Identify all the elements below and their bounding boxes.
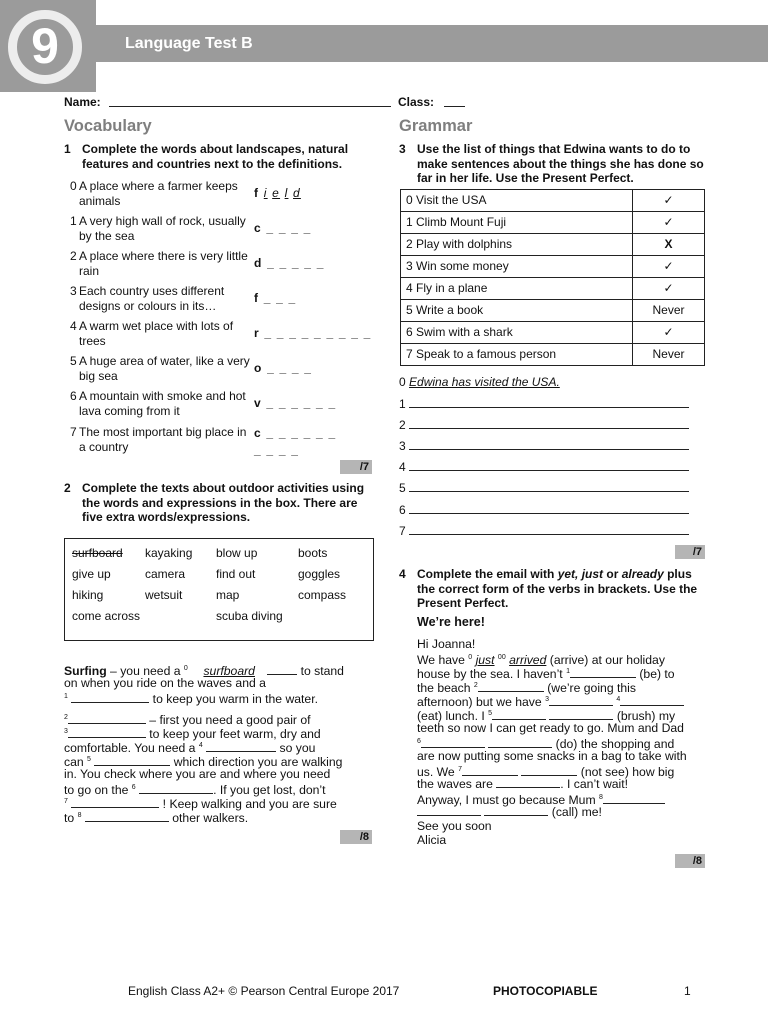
gap-2[interactable]: [68, 713, 146, 724]
email-line-5: (eat) lunch. I $^5$ (brush) my: [417, 709, 676, 724]
question-2-score: /8: [340, 830, 372, 844]
definition-5: 5 A huge area of water, like a very big sea: [70, 354, 250, 383]
status-mark: Never: [633, 300, 705, 322]
word-box-item-crossed: surfboard: [72, 546, 123, 560]
example-sentence: 0 Edwina has visited the USA.: [399, 375, 560, 389]
vocabulary-heading: Vocabulary: [64, 117, 152, 135]
answer-4-field[interactable]: r _ _ _ _ _ _ _ _ _: [254, 326, 372, 340]
definition-7: 7 The most important big place in a country: [70, 425, 247, 454]
table-row: [401, 300, 705, 322]
email-gap-8c[interactable]: [484, 805, 548, 816]
footer-photocopiable: PHOTOCOPIABLE: [493, 984, 598, 998]
hiking-line-6: to go on the $^6$ . If you get lost, don’t: [64, 783, 326, 798]
email-signature: Alicia: [417, 833, 447, 847]
email-greeting: Hi Joanna!: [417, 637, 476, 651]
email-line-8: are now putting some snacks in a bag to take with: [417, 749, 687, 763]
answer-2-field[interactable]: d _ _ _ _ _: [254, 256, 325, 270]
email-gap-4[interactable]: [620, 695, 684, 706]
table-row: [401, 190, 705, 212]
word-box-item: goggles: [298, 567, 341, 581]
table-row: [401, 234, 705, 256]
list-item: 5 Write a book: [401, 300, 633, 322]
word-box: [64, 538, 374, 641]
email-gap-7b[interactable]: [521, 765, 577, 776]
hiking-line-1: $^2$ – first you need a good pair of: [64, 713, 311, 728]
table-row: [401, 322, 705, 344]
answer-line-3: 3: [399, 439, 689, 453]
email-line-6: teeth so now I can get ready to go. Mum and Dad: [417, 721, 684, 735]
page-number: 1: [684, 984, 691, 998]
gap-3[interactable]: [68, 727, 146, 738]
email-gap-2[interactable]: [478, 681, 544, 692]
email-line-2: house by the sea. I haven’t $^1$ (be) to: [417, 667, 675, 682]
email-gap-6a[interactable]: [421, 737, 485, 748]
definition-1: 1 A very high wall of rock, usually by the sea: [70, 214, 246, 243]
email-gap-7c[interactable]: [496, 777, 560, 788]
answer-1-field[interactable]: c _ _ _ _: [254, 221, 312, 235]
email-gap-5b[interactable]: [549, 709, 613, 720]
sentence-field-2[interactable]: [409, 418, 689, 429]
answer-line-4: 4: [399, 460, 689, 474]
table-row: [401, 278, 705, 300]
list-item: 7 Speak to a famous person: [401, 344, 633, 366]
name-label: Name:: [64, 95, 101, 109]
answer-3-field[interactable]: f _ _ _: [254, 291, 297, 305]
answer-line-1: 1: [399, 397, 689, 411]
gap-6[interactable]: [139, 783, 213, 794]
gap-7[interactable]: [71, 797, 159, 808]
sentence-field-5[interactable]: [409, 481, 689, 492]
unit-number: 9: [31, 18, 59, 74]
hiking-line-3: comfortable. You need a $^4$ so you: [64, 741, 316, 756]
surfing-line-1: Surfing – you need a $^0$ surfboard to stand: [64, 664, 344, 679]
answer-5-field[interactable]: o _ _ _ _: [254, 361, 313, 375]
email-gap-8b[interactable]: [417, 805, 481, 816]
surfing-line-2: on when you ride on the waves and a: [64, 676, 266, 690]
hiking-line-4: can $^5$ which direction you are walking: [64, 755, 343, 770]
answer-line-6: 6: [399, 503, 689, 517]
email-gap-3[interactable]: [549, 695, 613, 706]
answer-line-7: 7: [399, 524, 689, 538]
email-line-11: Anyway, I must go because Mum $^8$: [417, 791, 665, 807]
status-mark: Never: [633, 344, 705, 366]
table-row: [401, 344, 705, 366]
word-box-item: boots: [298, 546, 328, 560]
word-box-item: scuba diving: [216, 609, 283, 623]
sentence-field-3[interactable]: [409, 439, 689, 450]
email-line-1: We have $^0$ just $^{00}$ arrived (arrive) at our holiday: [417, 653, 665, 668]
sentence-field-4[interactable]: [409, 460, 689, 471]
definition-0: 0 A place where a farmer keeps animals: [70, 179, 238, 208]
word-box-item: kayaking: [145, 546, 193, 560]
email-gap-8a[interactable]: [603, 793, 665, 804]
list-item: 2 Play with dolphins: [401, 234, 633, 256]
hiking-line-7: $^7$ ! Keep walking and you are sure: [64, 797, 337, 812]
word-box-item: hiking: [72, 588, 104, 602]
word-box-item: blow up: [216, 546, 258, 560]
hiking-line-5: in. You check where you are and where you need: [64, 767, 331, 781]
status-mark: ✓: [633, 190, 705, 212]
title-bar: [96, 25, 768, 62]
email-line-4: afternoon) but we have $^3$ $^4$: [417, 693, 684, 709]
answer-line-5: 5: [399, 481, 689, 495]
word-box-item: come across: [72, 609, 141, 623]
name-field[interactable]: [109, 106, 391, 107]
answer-7-field-continued[interactable]: _ _ _ _: [254, 443, 300, 457]
word-box-item: wetsuit: [145, 588, 183, 602]
status-mark: ✓: [633, 322, 705, 344]
gap-1[interactable]: [71, 692, 149, 703]
question-1-instruction: 1 Complete the words about landscapes, natural features and countries next to the definitions.: [64, 142, 349, 171]
footer-copyright: English Class A2+ © Pearson Central Europe 2017: [128, 984, 400, 998]
list-item: 1 Climb Mount Fuji: [401, 212, 633, 234]
gap-8[interactable]: [85, 811, 169, 822]
email-line-10: the waves are . I can’t wait!: [417, 777, 628, 791]
status-mark: ✓: [633, 278, 705, 300]
email-closing: See you soon: [417, 819, 492, 833]
email-line-9: us. We $^7$ (not see) how big: [417, 765, 675, 780]
email-subject: We’re here!: [417, 615, 485, 629]
word-box-item: map: [216, 588, 240, 602]
page-title: Language Test B: [125, 35, 253, 52]
class-label: Class:: [398, 95, 435, 109]
email-line-12: (call) me!: [417, 805, 602, 819]
email-gap-5a[interactable]: [492, 709, 546, 720]
class-field[interactable]: [444, 106, 465, 107]
sentence-field-7[interactable]: [409, 524, 689, 535]
question-2-instruction: 2 Complete the texts about outdoor activities using the words and expressions in the box. There are five extra words/expressions.: [64, 481, 365, 524]
surfing-line-3: $^1$ to keep you warm in the water.: [64, 692, 318, 707]
definition-4: 4 A warm wet place with lots of trees: [70, 319, 234, 348]
question-3-score: /7: [675, 545, 705, 559]
question-3-instruction: 3 Use the list of things that Edwina wants to do to make sentences about the things she has done so far in her life. Use the Present Perfect.: [399, 142, 704, 185]
answer-7-field[interactable]: c _ _ _ _ _ _: [254, 426, 337, 440]
status-mark: ✓: [633, 256, 705, 278]
list-item: 6 Swim with a shark: [401, 322, 633, 344]
email-gap-7a[interactable]: [462, 765, 518, 776]
list-item: 0 Visit the USA: [401, 190, 633, 212]
definition-3: 3 Each country uses different designs or colours in its…: [70, 284, 225, 313]
edwina-list-table: [400, 189, 705, 366]
answer-line-2: 2: [399, 418, 689, 432]
question-4-instruction: 4 Complete the email with yet, just or already plus the correct form of the verbs in brackets. Use the Present Perfect.: [399, 567, 698, 610]
unit-badge: [0, 0, 96, 92]
word-box-item: compass: [298, 588, 347, 602]
word-box-item: camera: [145, 567, 186, 581]
email-gap-1[interactable]: [570, 667, 636, 678]
question-1-score: /7: [340, 460, 372, 474]
list-item: 4 Fly in a plane: [401, 278, 633, 300]
gap-4[interactable]: [206, 741, 276, 752]
status-mark: X: [633, 234, 705, 256]
email-gap-6b[interactable]: [488, 737, 552, 748]
sentence-field-1[interactable]: [409, 397, 689, 408]
status-mark: ✓: [633, 212, 705, 234]
definition-6: 6 A mountain with smoke and hot lava coming from it: [70, 389, 246, 418]
sentence-field-6[interactable]: [409, 503, 689, 514]
hiking-line-2: $^3$ to keep your feet warm, dry and: [64, 727, 321, 742]
grammar-heading: Grammar: [399, 117, 473, 135]
gap-5[interactable]: [94, 755, 170, 766]
email-line-7: $^6$ (do) the shopping and: [417, 737, 675, 752]
word-box-item: find out: [216, 567, 256, 581]
answer-6-field[interactable]: v _ _ _ _ _ _: [254, 396, 337, 410]
list-item: 3 Win some money: [401, 256, 633, 278]
table-row: [401, 256, 705, 278]
hiking-line-8: to $^8$ other walkers.: [64, 811, 249, 826]
email-line-3: the beach $^2$ (we’re going this: [417, 681, 636, 696]
question-4-score: /8: [675, 854, 705, 868]
answer-0-example: f i e l d: [254, 186, 301, 200]
word-box-item: give up: [72, 567, 111, 581]
table-row: [401, 212, 705, 234]
definition-2: 2 A place where there is very little rain: [70, 249, 248, 278]
